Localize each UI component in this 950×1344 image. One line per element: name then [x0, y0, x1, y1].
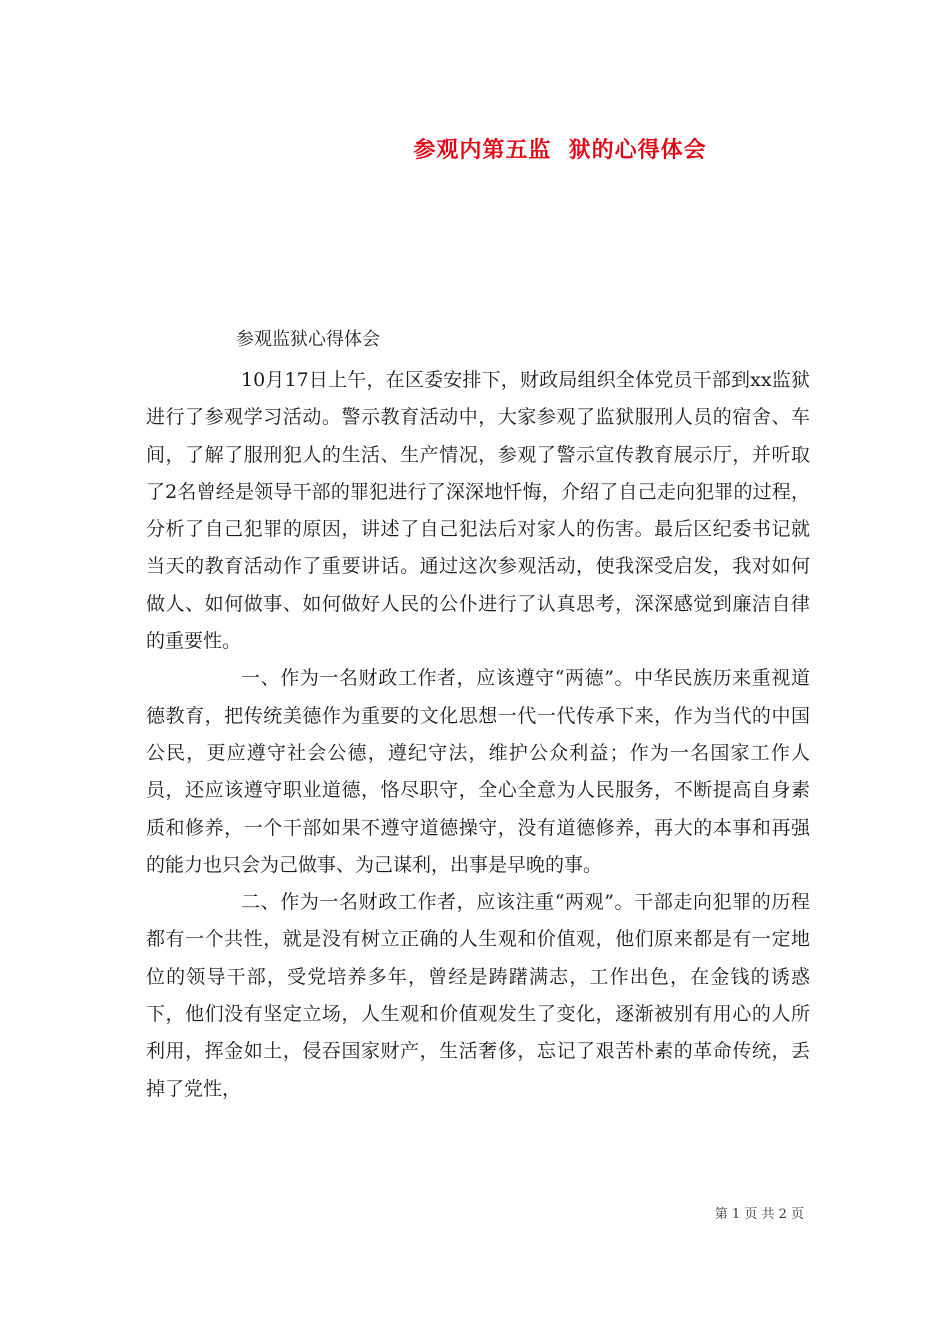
- paragraph-point-two: 二、作为一名财政工作者，应该注重“两观”。干部走向犯罪的历程都有一个共性，就是没有树立正确的人生观和价值观，他们原来都是有一定地位的领导干部，受党培养多年，曾经是踌躇满志，工作出色，在金钱的诱惑下，他们没有坚定立场，人生观和价值观发生了变化，逐渐被别有用心的人所利用，挥金如土，侵吞国家财产，生活奢侈，忘记了艰苦朴素的革命传统，丢掉了党性，: [146, 891, 810, 1100]
- paragraph-point-one: 一、作为一名财政工作者，应该遵守“两德”。中华民族历来重视道德教育，把传统美德作为重要的文化思想一代一代传承下来，作为当代的中国公民，更应遵守社会公德，遵纪守法，维护公众利益；作为一名国家工作人员，还应该遵守职业道德，恪尽职守，全心全意为人民服务，不断提高自身素质和修养，一个干部如果不遵守道德操守，没有道德修养，再大的本事和再强的能力也只会为己做事、为己谋利，出事是早晚的事。: [146, 667, 810, 876]
- paragraph-intro: 10月17日上午，在区委安排下，财政局组织全体党员干部到xx监狱进行了参观学习活动。警示教育活动中，大家参观了监狱服刑人员的宿舍、车间，了解了服刑犯人的生活、生产情况，参观了警示宣传教育展示厅，并听取了2名曾经是领导干部的罪犯进行了深深地忏悔，介绍了自己走向犯罪的过程，分析了自己犯罪的原因，讲述了自己犯法后对家人的伤害。最后区纪委书记就当天的教育活动作了重要讲话。通过这次参观活动，使我深受启发，我对如何做人、如何做事、如何做好人民的公仆进行了认真思考，深深感觉到廉洁自律的重要性。: [146, 369, 810, 653]
- document-subtitle: 参观监狱心得体会: [236, 329, 380, 350]
- document-body: [146, 362, 810, 1108]
- document-title: 参观内第五监 狱的心得体会: [413, 138, 707, 163]
- page-number-footer: 第 1 页 共 2 页: [714, 1207, 804, 1222]
